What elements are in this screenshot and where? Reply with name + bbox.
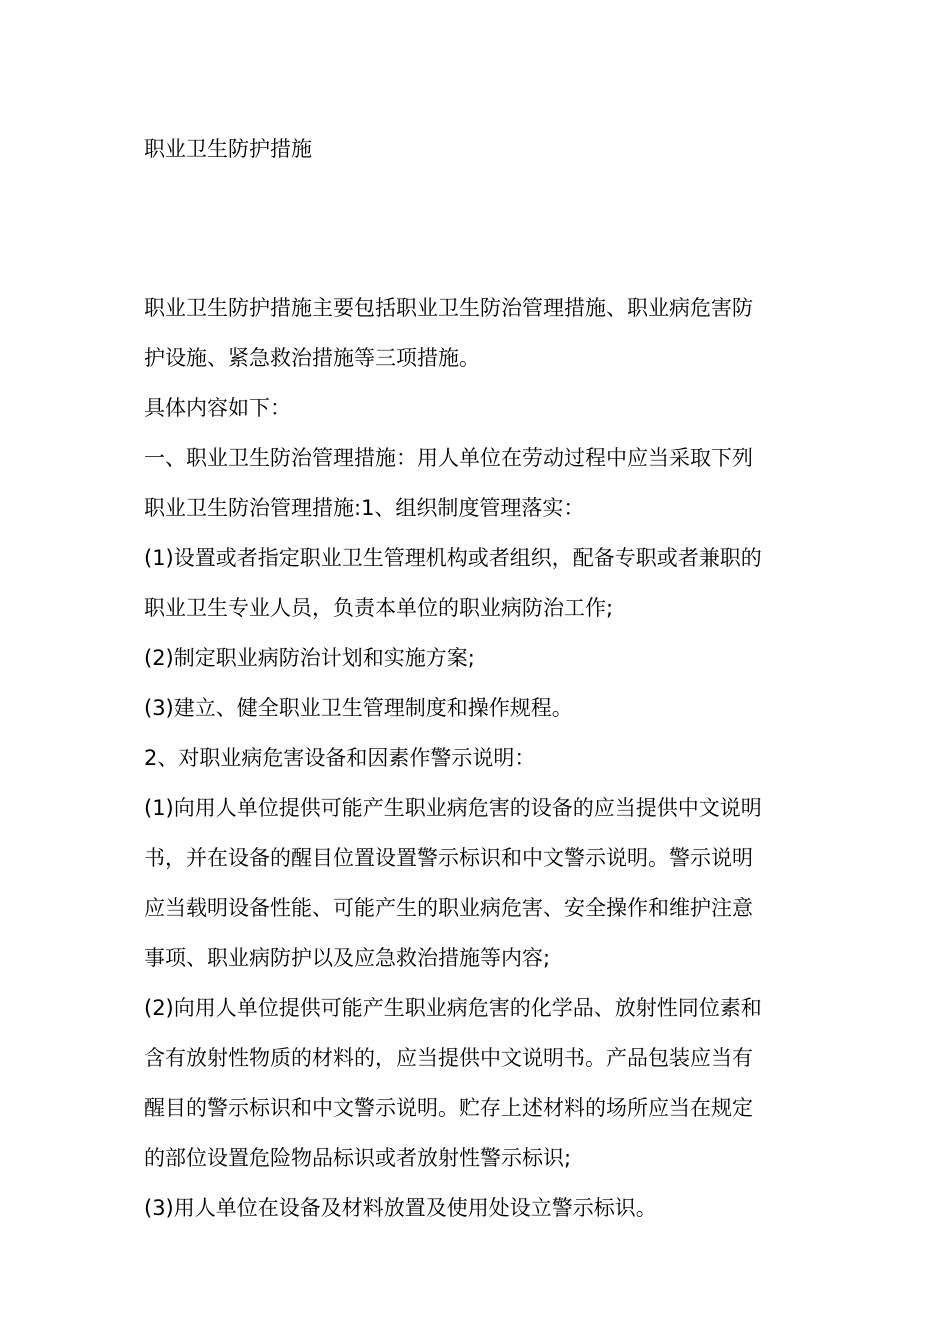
body-line: 职业卫生防治管理措施:1、组织制度管理落实： xyxy=(144,496,585,520)
body-line: 应当载明设备性能、可能产生的职业病危害、安全操作和维护注意 xyxy=(144,896,753,920)
body-line: (1)向用人单位提供可能产生职业病危害的设备的应当提供中文说明 xyxy=(144,796,762,820)
body-line: 的部位设置危险物品标识或者放射性警示标识; xyxy=(144,1146,572,1170)
body-line: 书，并在设备的醒目位置设置警示标识和中文警示说明。警示说明 xyxy=(144,846,753,870)
body-line: 具体内容如下： xyxy=(144,396,291,420)
body-line: 职业卫生专业人员，负责本单位的职业病防治工作; xyxy=(144,596,614,620)
body-line: 职业卫生防护措施主要包括职业卫生防治管理措施、职业病危害防 xyxy=(144,296,753,320)
body-line: (2)制定职业病防治计划和实施方案; xyxy=(144,646,475,670)
body-line: 2、对职业病危害设备和因素作警示说明： xyxy=(144,746,536,770)
document-body xyxy=(144,283,809,1233)
body-line: (2)向用人单位提供可能产生职业病危害的化学品、放射性同位素和 xyxy=(144,996,762,1020)
body-line: (1)设置或者指定职业卫生管理机构或者组织，配备专职或者兼职的 xyxy=(144,546,762,570)
body-line: 护设施、紧急救治措施等三项措施。 xyxy=(144,346,480,370)
body-line: (3)用人单位在设备及材料放置及使用处设立警示标识。 xyxy=(144,1196,657,1220)
body-line: (3)建立、健全职业卫生管理制度和操作规程。 xyxy=(144,696,573,720)
document-title: 职业卫生防护措施 xyxy=(144,137,312,161)
body-line: 含有放射性物质的材料的，应当提供中文说明书。产品包装应当有 xyxy=(144,1046,753,1070)
body-line: 事项、职业病防护以及应急救治措施等内容; xyxy=(144,946,551,970)
body-line: 醒目的警示标识和中文警示说明。贮存上述材料的场所应当在规定 xyxy=(144,1096,753,1120)
body-line: 一、职业卫生防治管理措施：用人单位在劳动过程中应当采取下列 xyxy=(144,446,753,470)
